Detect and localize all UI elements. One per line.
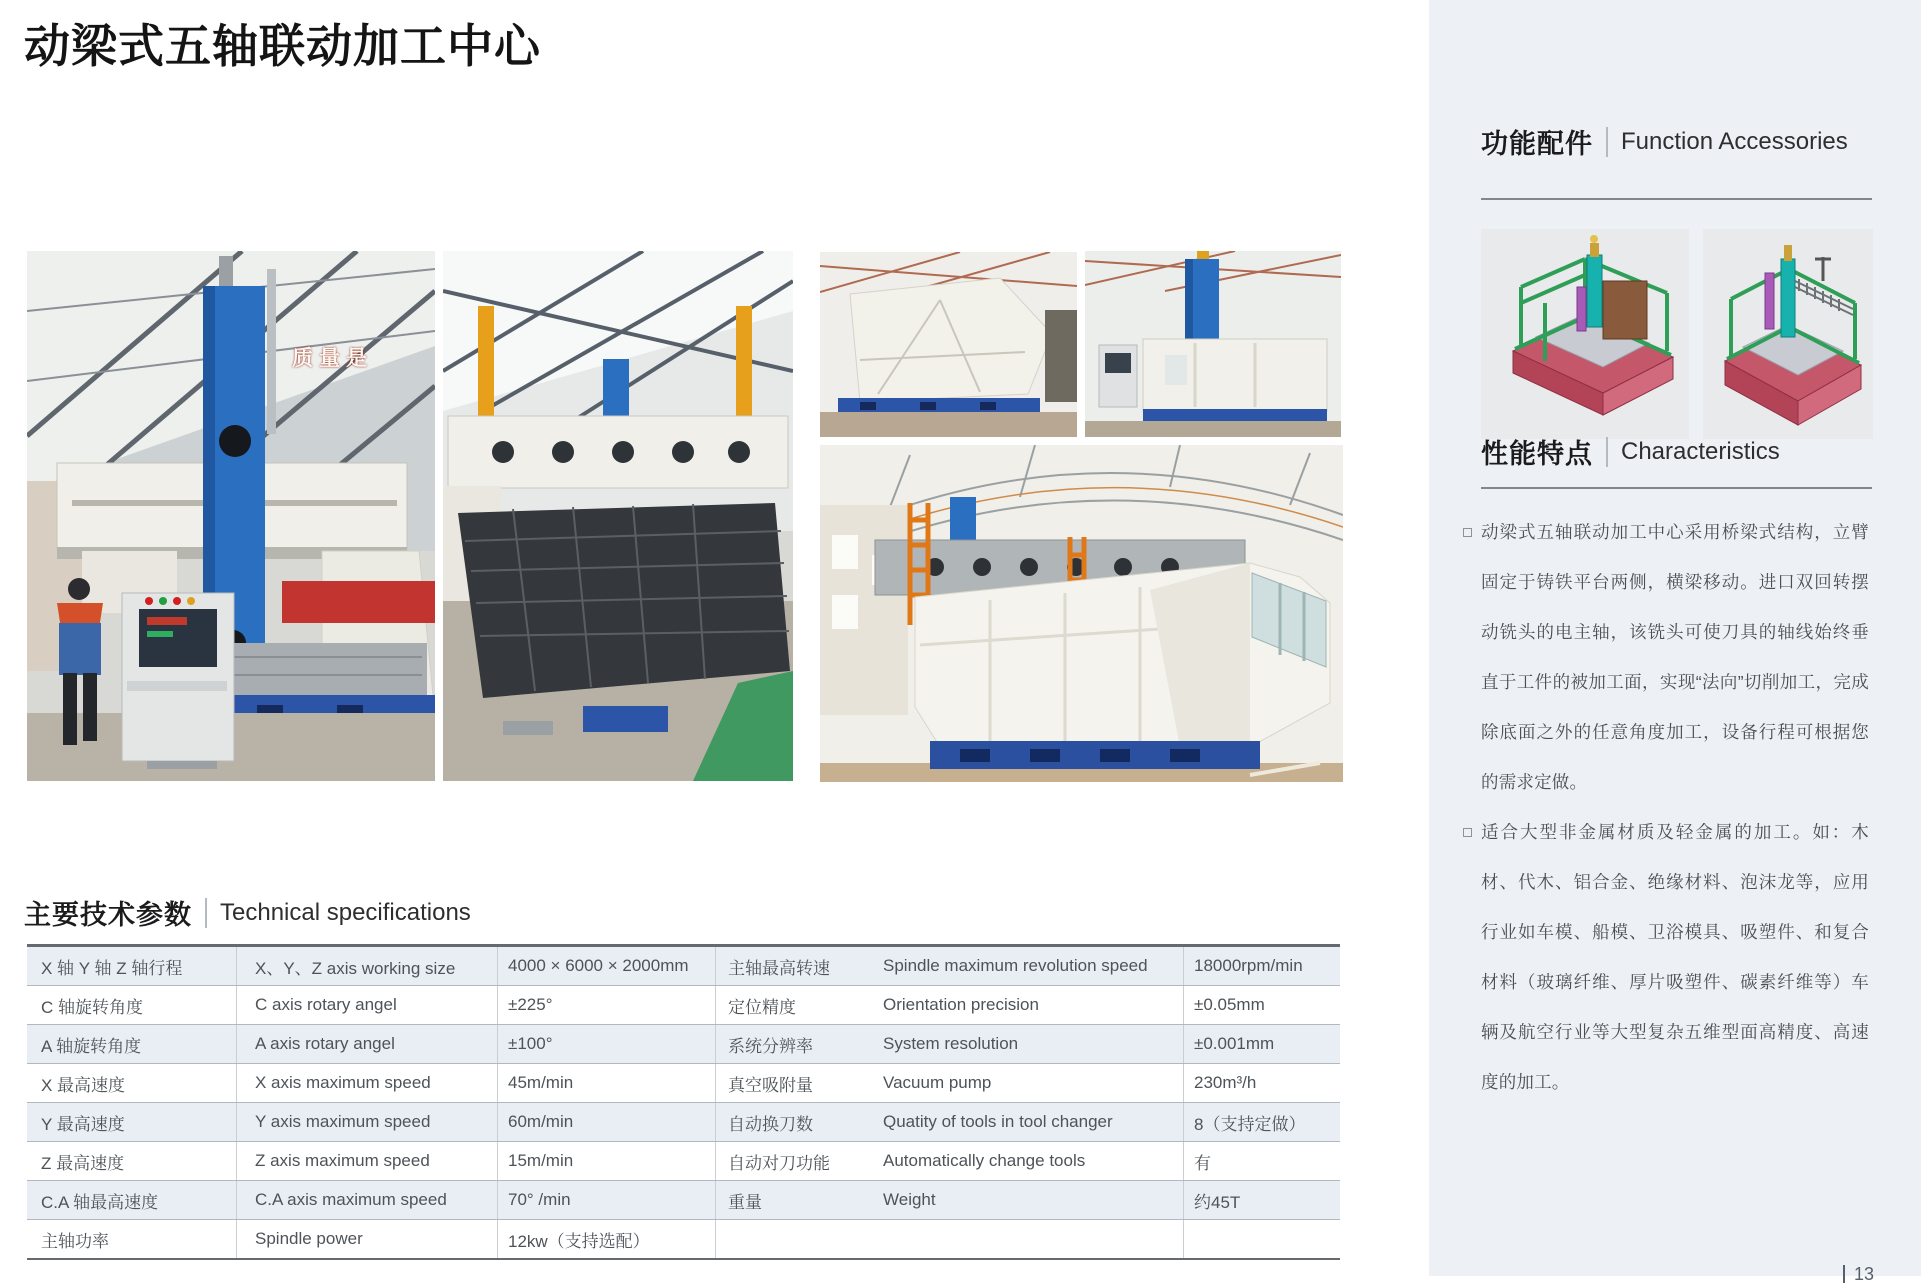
accessories-rule — [1481, 198, 1872, 200]
spec-cell: Orientation precision — [883, 995, 1039, 1014]
spec-table-row — [27, 986, 1340, 1025]
cad-render-machine-1 — [1481, 229, 1689, 439]
spec-table-row — [27, 1181, 1340, 1220]
spec-cell: C axis rotary angel — [236, 986, 497, 1024]
spec-table-row — [27, 1142, 1340, 1181]
spec-cell: X、Y、Z axis working size — [236, 947, 497, 985]
spec-cell: Weight — [883, 1190, 936, 1209]
spec-cell: Z axis maximum speed — [236, 1142, 497, 1180]
page-title: 动梁式五轴联动加工中心 — [24, 20, 541, 72]
spec-cell: 45m/min — [497, 1064, 715, 1102]
spec-cell: Z 最高速度 — [41, 1153, 125, 1173]
header-divider-bar — [1606, 437, 1608, 467]
spec-table-row — [27, 947, 1340, 986]
accessories-section-header — [1481, 122, 1848, 161]
page-number — [1843, 1264, 1874, 1285]
spec-cell: C 轴旋转角度 — [41, 997, 143, 1017]
spec-cell: A axis rotary angel — [236, 1025, 497, 1063]
spec-cell: Y 最高速度 — [41, 1114, 125, 1134]
spec-cell: ±0.05mm — [1183, 986, 1340, 1024]
spec-cell: ±0.001mm — [1183, 1025, 1340, 1063]
spec-cell: Vacuum pump — [883, 1073, 992, 1092]
spec-cell — [1183, 1220, 1340, 1258]
spec-cell: 主轴最高转速 — [715, 947, 869, 985]
spec-cell — [715, 1220, 869, 1258]
photo-banner-text: 质量是 — [292, 347, 373, 370]
spec-cell: Spindle maximum revolution speed — [883, 956, 1148, 975]
spec-cell: 60m/min — [497, 1103, 715, 1141]
spec-cell: 4000 × 6000 × 2000mm — [497, 947, 715, 985]
accessories-title-en: Function Accessories — [1621, 127, 1848, 155]
characteristics-rule — [1481, 487, 1872, 489]
spec-cell: 约45T — [1183, 1181, 1340, 1219]
page-number-value: 13 — [1854, 1264, 1875, 1284]
spec-table-row — [27, 1064, 1340, 1103]
spec-cell: 8（支持定做） — [1183, 1103, 1340, 1141]
characteristics-text: 动梁式五轴联动加工中心采用桥梁式结构，立臂固定于铸铁平台两侧，横梁移动。进口双回转摆动铣头的电主轴，该铣头可使刀具的轴线始终垂直于工件的被加工面，实现“法向”切削加工，完成除底面之外的任意角度加工，设备行程可根据您的需求定做。 — [1481, 522, 1869, 792]
spec-cell: 重量 — [715, 1181, 869, 1219]
characteristics-section-header — [1481, 432, 1780, 471]
spec-table-row — [27, 1025, 1340, 1064]
spec-cell: C.A axis maximum speed — [236, 1181, 497, 1219]
spec-cell: 12kw（支持选配） — [497, 1220, 715, 1258]
characteristics-title-en: Characteristics — [1621, 437, 1780, 465]
photo-large-enclosure — [820, 445, 1343, 782]
accessories-title-zh: 功能配件 — [1481, 129, 1593, 159]
characteristics-item — [1463, 807, 1875, 1107]
spec-cell: 自动对刀功能 — [715, 1142, 869, 1180]
spec-cell: X axis maximum speed — [236, 1064, 497, 1102]
photo-machine-front-view — [27, 251, 435, 781]
spec-cell: Quatity of tools in tool changer — [883, 1112, 1113, 1131]
square-bullet-icon — [1463, 528, 1472, 537]
spec-cell: ±225° — [497, 986, 715, 1024]
spec-cell: 自动换刀数 — [715, 1103, 869, 1141]
photo-enclosure-console — [1085, 251, 1341, 437]
spec-cell — [869, 1220, 1183, 1258]
specs-title-zh: 主要技术参数 — [24, 900, 192, 930]
specs-title-en: Technical specifications — [220, 898, 471, 926]
header-divider-bar — [205, 898, 207, 928]
square-bullet-icon — [1463, 828, 1472, 837]
header-divider-bar — [1606, 127, 1608, 157]
spec-cell: X 轴 Y 轴 Z 轴行程 — [41, 958, 183, 978]
characteristics-list — [1463, 507, 1875, 1107]
photo-gantry-structure — [820, 252, 1077, 437]
spec-cell: 系统分辨率 — [715, 1025, 869, 1063]
spec-cell: Spindle power — [236, 1220, 497, 1258]
spec-cell: A 轴旋转角度 — [41, 1036, 142, 1056]
spec-cell: 18000rpm/min — [1183, 947, 1340, 985]
characteristics-title-zh: 性能特点 — [1481, 439, 1593, 469]
page-number-divider — [1843, 1265, 1845, 1283]
spec-cell: 有 — [1183, 1142, 1340, 1180]
spec-cell: 定位精度 — [715, 986, 869, 1024]
spec-cell: C.A 轴最高速度 — [41, 1192, 159, 1212]
spec-cell: 主轴功率 — [41, 1231, 109, 1251]
spec-table — [27, 944, 1340, 1260]
spec-cell: ±100° — [497, 1025, 715, 1063]
characteristics-text: 适合大型非金属材质及轻金属的加工。如：木材、代木、铝合金、绝缘材料、泡沫龙等，应用行业如车模、船模、卫浴模具、吸塑件、和复合材料（玻璃纤维、厚片吸塑件、碳素纤维等）车辆及航空行业等大型复杂五维型面高精度、高速度的加工。 — [1481, 822, 1869, 1092]
spec-cell: System resolution — [883, 1034, 1019, 1053]
spec-table-row — [27, 1103, 1340, 1142]
specs-section-header — [24, 893, 471, 932]
spec-cell: 70° /min — [497, 1181, 715, 1219]
spec-cell: Automatically change tools — [883, 1151, 1086, 1170]
spec-cell: X 最高速度 — [41, 1075, 126, 1095]
characteristics-item — [1463, 507, 1875, 807]
spec-table-row — [27, 1220, 1340, 1258]
spec-cell: 230m³/h — [1183, 1064, 1340, 1102]
spec-cell: 15m/min — [497, 1142, 715, 1180]
spec-cell: Y axis maximum speed — [236, 1103, 497, 1141]
spec-cell: 真空吸附量 — [715, 1064, 869, 1102]
photo-vacuum-table-view — [443, 251, 793, 781]
cad-render-machine-2 — [1703, 229, 1873, 439]
